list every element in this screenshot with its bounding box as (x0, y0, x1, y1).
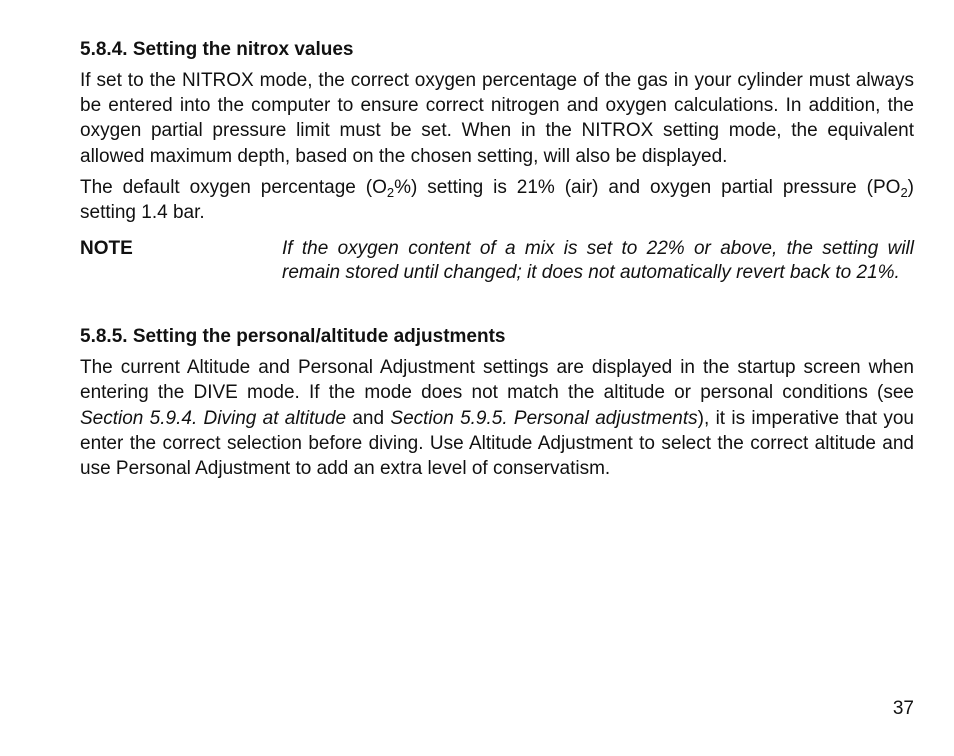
section-reference: Section 5.9.5. Personal adjustments (390, 407, 698, 429)
note-block (80, 237, 914, 285)
text-span: The default oxygen percentage (O (80, 176, 387, 198)
text-span: and (346, 407, 391, 429)
nitrox-paragraph-1: If set to the NITROX mode, the correct oxygen percentage of the gas in your cylinder must always be entered into the computer to ensure correct nitrogen and oxygen calculations. In addition, the oxygen partial pressure limit must be set. When in the NITROX setting mode, the equivalent allowed maximum depth, based on the chosen setting, will also be displayed. (80, 70, 914, 167)
subscript: 2 (900, 184, 908, 200)
note-text: If the oxygen content of a mix is set to 22% or above, the setting will remain stored until changed; it does not automatically revert back to 21%. (282, 238, 914, 284)
section-reference: Section 5.9.4. Diving at altitude (80, 407, 347, 429)
text-span: %) setting is 21% (air) and oxygen partial pressure (PO (394, 176, 901, 198)
page-content (80, 38, 914, 487)
page-number: 37 (892, 698, 914, 719)
text-span: ) setting 1.4 bar. (80, 176, 914, 224)
text-span: The current Altitude and Personal Adjustment settings are displayed in the startup screen when entering the DIVE mode. If the mode does not match the altitude or personal conditions (see (80, 357, 914, 404)
adjustments-paragraph (80, 355, 914, 481)
section-heading-adjustments: 5.8.5. Setting the personal/altitude adjustments (80, 326, 506, 348)
subscript: 2 (386, 184, 395, 200)
note-label: NOTE (80, 238, 133, 260)
nitrox-paragraph-2 (80, 175, 914, 225)
section-heading-nitrox: 5.8.4. Setting the nitrox values (80, 39, 354, 60)
text-span: ), it is imperative that you enter the correct selection before diving. Use Altitude Adjustment to select the correct altitude and use Personal Adjustment to add an extra level of conservatism. (80, 407, 914, 480)
